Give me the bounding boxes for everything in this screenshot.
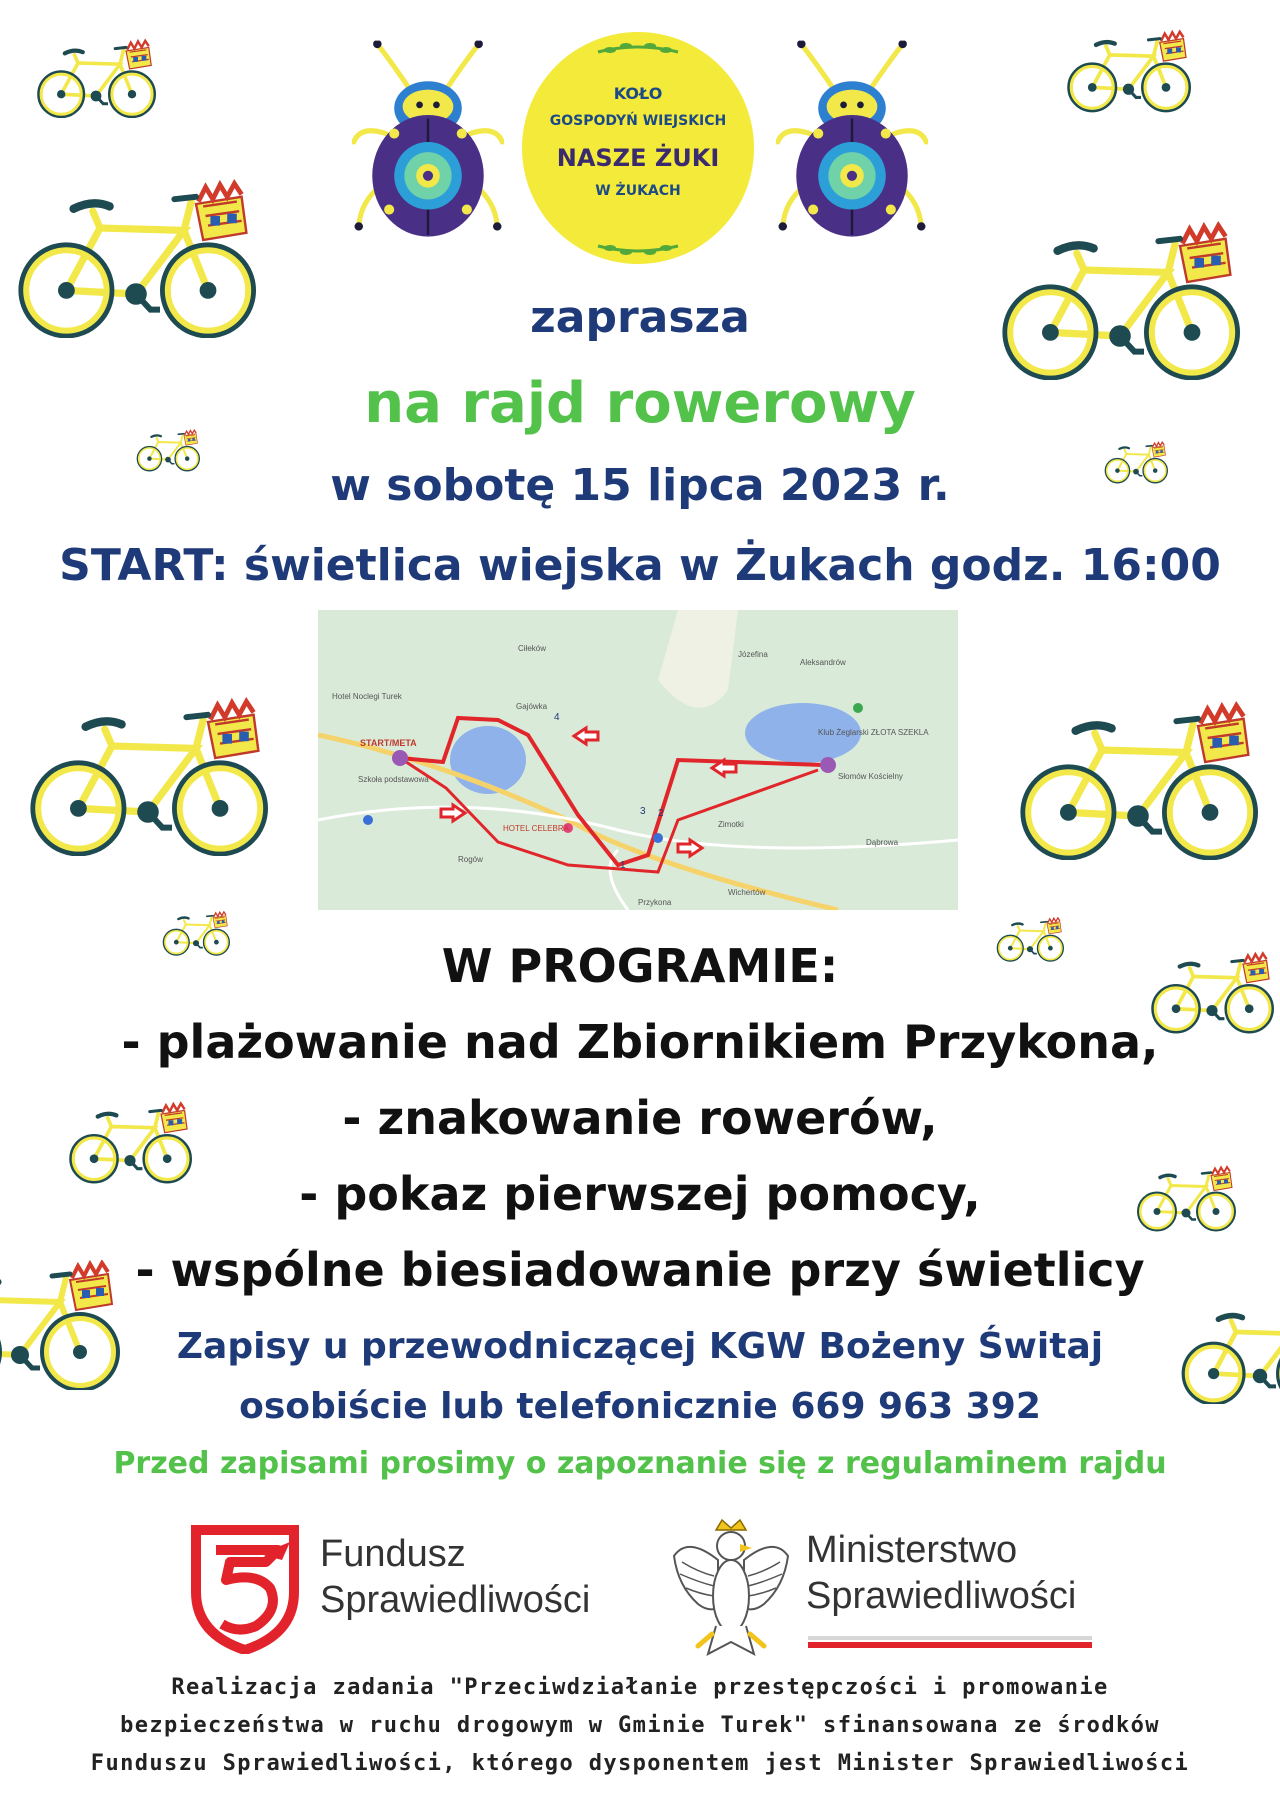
program-item: - pokaz pierwszej pomocy,: [299, 1167, 981, 1221]
map-marker: 4: [554, 712, 560, 723]
map-marker: 3: [640, 806, 646, 817]
registration-note: Przed zapisami prosimy o zapoznanie się z regulaminem rajdu: [113, 1446, 1167, 1481]
footer-line2: bezpieczeństwa w ruchu drogowym w Gminie Turek" sfinansowana ze środków: [120, 1713, 1160, 1738]
map-place: Dąbrowa: [866, 838, 899, 847]
map-place: Józefina: [738, 650, 768, 659]
map-place: Rogów: [458, 855, 483, 864]
bicycle-icon: [36, 38, 156, 118]
map-place: Klub Żeglarski ZŁOTA SZEKLA: [818, 728, 929, 737]
badge-line2: GOSPODYŃ WIEJSKICH: [549, 113, 727, 129]
badge-line3: NASZE ŻUKI: [556, 144, 720, 172]
start-location: START: świetlica wiejska w Żukach godz. 16:00: [59, 540, 1221, 591]
map-marker: 1: [620, 860, 626, 871]
footer-line1: Realizacja zadania "Przeciwdziałanie przestępczości i promowanie: [171, 1675, 1109, 1700]
map-place: Szkoła podstawowa: [358, 775, 429, 784]
beetle-icon: [352, 14, 504, 270]
program-item: - wspólne biesiadowanie przy świetlicy: [135, 1243, 1145, 1297]
badge-line1: KOŁO: [613, 84, 663, 103]
event-date: w sobotę 15 lipca 2023 r.: [330, 460, 950, 511]
map-place: Aleksandrów: [800, 658, 846, 667]
program-item: - znakowanie rowerów,: [342, 1091, 938, 1145]
map-place: Ciłeków: [518, 644, 547, 653]
invites-text: zaprasza: [530, 292, 750, 343]
map-place: Wichertów: [728, 888, 766, 897]
program-heading: W PROGRAMIE:: [441, 939, 839, 993]
ministry-name-line2: Sprawiedliwości: [806, 1575, 1077, 1617]
fund-name-line2: Sprawiedliwości: [320, 1579, 591, 1621]
event-title: na rajd rowerowy: [364, 371, 916, 436]
program-item: - plażowanie nad Zbiornikiem Przykona,: [121, 1015, 1159, 1069]
map-place: Przykona: [638, 898, 672, 907]
eagle-emblem-icon: [668, 1516, 794, 1662]
registration-line2: osobiście lub telefonicznie 669 963 392: [239, 1386, 1041, 1427]
fund-name-line1: Fundusz: [320, 1533, 466, 1575]
route-map: [318, 610, 958, 910]
map-place: Hotel Noclegi Turek: [332, 692, 402, 701]
kgw-badge: [518, 28, 758, 268]
footer-line3: Funduszu Sprawiedliwości, którego dysponentem jest Minister Sprawiedliwości: [90, 1751, 1190, 1776]
ministry-flag-stripe: [808, 1636, 1092, 1652]
map-place: Gajówka: [516, 702, 548, 711]
map-place: Zimotki: [718, 820, 744, 829]
registration-line1: Zapisy u przewodniczącej KGW Bożeny Świtaj: [176, 1326, 1104, 1367]
map-place: Słomów Kościelny: [838, 772, 903, 781]
ministry-name-line1: Ministerstwo: [806, 1529, 1018, 1571]
fund-logo-icon: [186, 1522, 304, 1654]
beetle-icon: [776, 14, 928, 270]
map-start-label: START/META: [360, 738, 417, 748]
map-marker: 2: [658, 808, 664, 819]
badge-line4: W ŻUKACH: [595, 183, 681, 199]
bicycle-icon: [1018, 700, 1258, 860]
bicycle-icon: [1066, 28, 1191, 113]
map-place: HOTEL CELEBRA: [503, 824, 569, 833]
bicycle-icon: [28, 696, 268, 856]
